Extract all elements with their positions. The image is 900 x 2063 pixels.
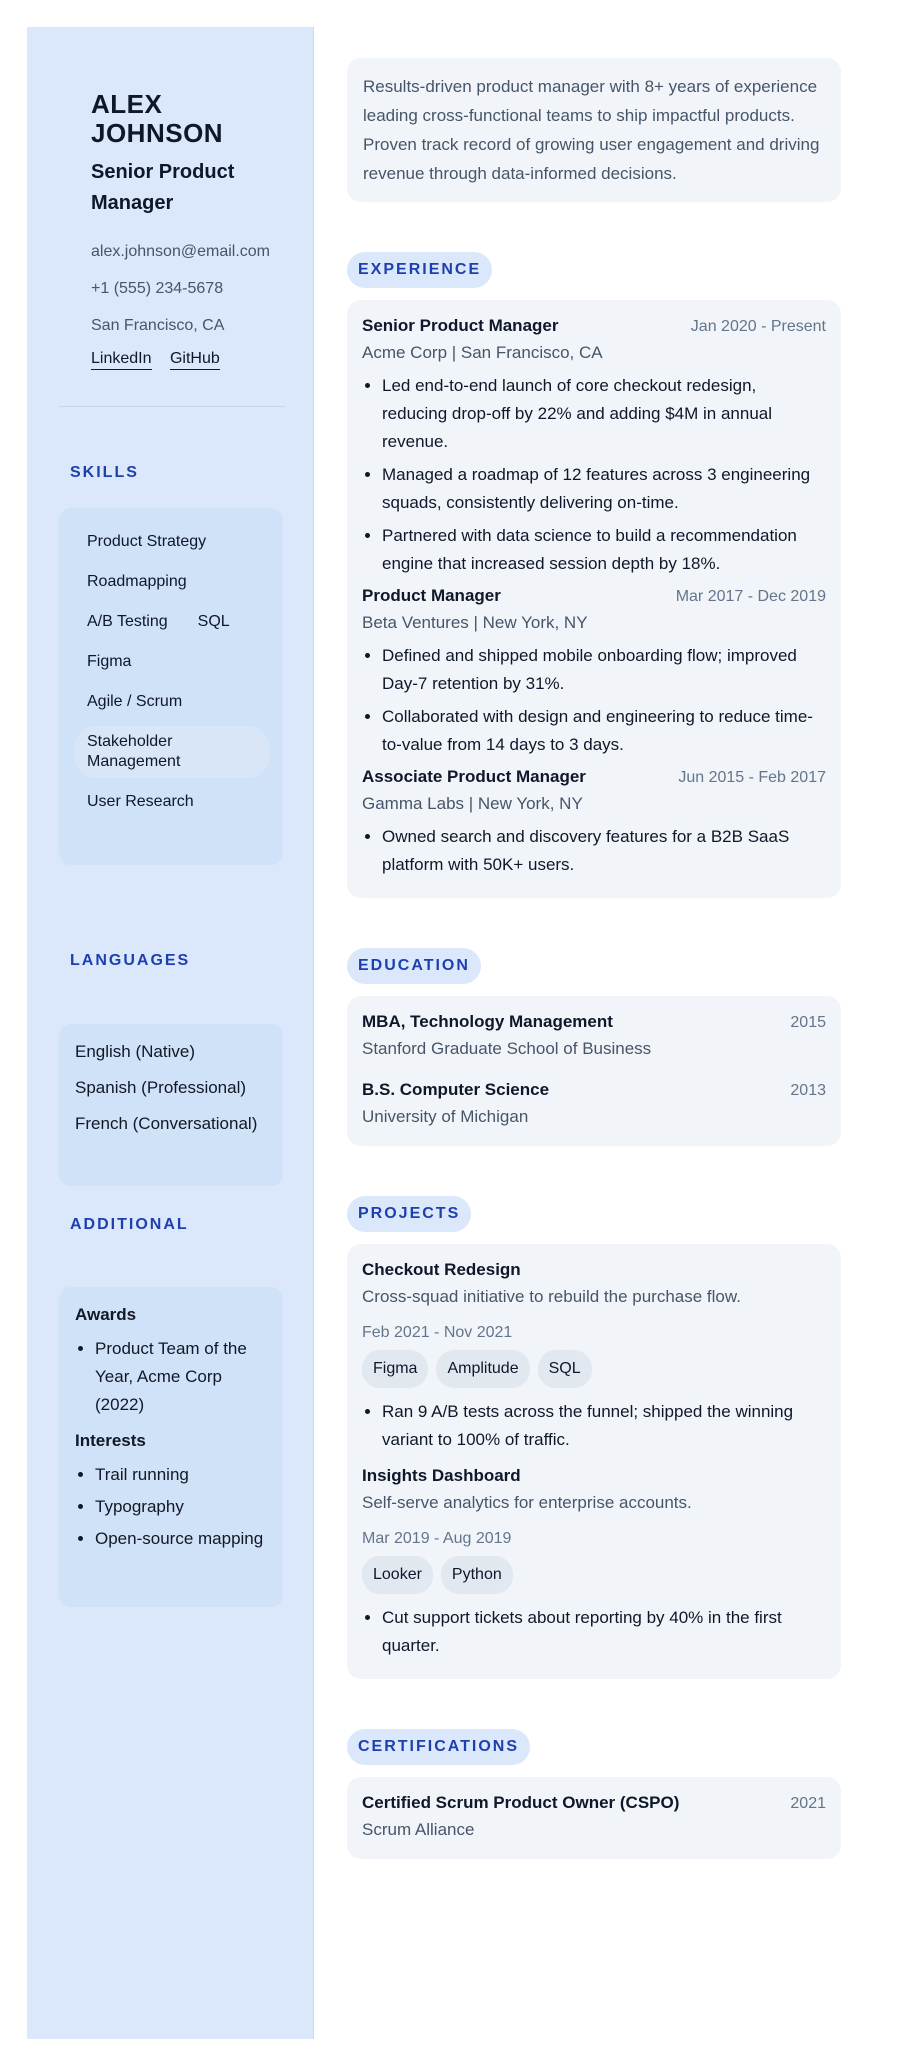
sidebar-divider	[59, 406, 285, 407]
job-bullet: • Collaborated with design and engineering to reduce time-to-value from 14 days to 3 days.	[382, 703, 826, 759]
school: University of Michigan	[362, 1107, 529, 1126]
project-tag: Looker	[362, 1556, 433, 1594]
job-bullets	[362, 642, 826, 759]
education-card	[347, 996, 841, 1146]
skill-chip: User Research	[87, 793, 194, 810]
github-link[interactable]: GitHub	[170, 350, 220, 370]
project-bullet: • Ran 9 A/B tests across the funnel; shipped the winning variant to 100% of traffic.	[382, 1398, 826, 1454]
skill-chip: Product Strategy	[87, 533, 207, 550]
project-tags	[362, 1556, 826, 1594]
skill-chip: Agile / Scrum	[87, 693, 183, 710]
additional-heading: ADDITIONAL	[70, 1216, 189, 1233]
project-description: Self-serve analytics for enterprise accounts.	[362, 1493, 692, 1512]
project-bullet: • Cut support tickets about reporting by 40% in the first quarter.	[382, 1604, 826, 1660]
job-bullet: • Owned search and discovery features for a B2B SaaS platform with 50K+ users.	[382, 823, 826, 879]
sidebar	[27, 27, 314, 2039]
project-bullets	[362, 1398, 826, 1454]
skill-chip: A/B Testing	[87, 613, 168, 630]
projects-card	[347, 1244, 841, 1679]
education-heading: EDUCATION	[347, 948, 481, 984]
project-tag: Figma	[362, 1350, 428, 1388]
job-bullet: • Partnered with data science to build a recommendation engine that increased session depth by 18%.	[382, 522, 826, 578]
project-tag: Python	[441, 1556, 513, 1594]
interest-item: • Typography	[95, 1493, 267, 1521]
job-bullets	[362, 372, 826, 578]
skill-chip: Figma	[87, 653, 132, 670]
certification-year: 2021	[790, 1795, 826, 1812]
skills-heading: SKILLS	[70, 464, 139, 481]
job-company: Acme Corp | San Francisco, CA	[362, 343, 603, 362]
certification-name: Certified Scrum Product Owner (CSPO)	[362, 1793, 680, 1812]
job-company: Gamma Labs | New York, NY	[362, 794, 583, 813]
awards-list	[75, 1335, 267, 1419]
main-column	[347, 58, 841, 1859]
job-dates: Jun 2015 - Feb 2017	[678, 769, 826, 786]
job-bullets	[362, 823, 826, 879]
job-title: Associate Product Manager	[362, 767, 586, 786]
interests-list	[75, 1461, 267, 1553]
project-dates: Mar 2019 - Aug 2019	[362, 1530, 512, 1547]
experience-card	[347, 300, 841, 898]
interests-label: Interests	[75, 1431, 146, 1450]
phone-number: +1 (555) 234-5678	[91, 280, 224, 297]
job-dates: Mar 2017 - Dec 2019	[675, 588, 826, 605]
interest-item: • Trail running	[95, 1461, 267, 1489]
job-title: Product Manager	[362, 586, 501, 605]
degree: B.S. Computer Science	[362, 1080, 550, 1099]
experience-heading: EXPERIENCE	[347, 252, 492, 288]
school: Stanford Graduate School of Business	[362, 1039, 652, 1058]
awards-label: Awards	[75, 1305, 137, 1324]
interest-item: • Open-source mapping	[95, 1525, 267, 1553]
language-item: Spanish (Professional)	[75, 1078, 247, 1097]
job-bullet: • Defined and shipped mobile onboarding flow; improved Day-7 retention by 31%.	[382, 642, 826, 698]
additional-card	[59, 1287, 283, 1607]
languages-heading: LANGUAGES	[70, 952, 191, 969]
project-description: Cross-squad initiative to rebuild the purchase flow.	[362, 1287, 741, 1306]
job-title: Senior Product Manager	[362, 316, 559, 335]
linkedin-link[interactable]: LinkedIn	[91, 350, 152, 370]
graduation-year: 2015	[790, 1014, 826, 1031]
projects-heading: PROJECTS	[347, 1196, 471, 1232]
certifications-heading: CERTIFICATIONS	[347, 1729, 530, 1765]
project-name: Insights Dashboard	[362, 1466, 521, 1485]
skill-chip: Stakeholder Management	[75, 726, 269, 778]
project-name: Checkout Redesign	[362, 1260, 521, 1279]
skills-card	[59, 508, 283, 865]
summary-card: Results-driven product manager with 8+ years of experience leading cross-functional teams to ship impactful products. Proven track record of growing user engagement and driving revenue through data-informed decisions.	[347, 58, 841, 202]
project-tag: Amplitude	[436, 1350, 529, 1388]
language-item: French (Conversational)	[75, 1114, 258, 1133]
degree: MBA, Technology Management	[362, 1012, 613, 1031]
project-dates: Feb 2021 - Nov 2021	[362, 1324, 513, 1341]
skill-chip: SQL	[197, 613, 230, 630]
project-bullets	[362, 1604, 826, 1660]
job-dates: Jan 2020 - Present	[690, 318, 826, 335]
project-tags	[362, 1350, 826, 1388]
candidate-title: Senior Product Manager	[91, 161, 235, 214]
certifications-card	[347, 1777, 841, 1859]
location: San Francisco, CA	[91, 317, 225, 334]
award-item: • Product Team of the Year, Acme Corp (2022)	[95, 1335, 267, 1419]
email-link[interactable]: alex.johnson@email.com	[91, 243, 270, 260]
job-company: Beta Ventures | New York, NY	[362, 613, 588, 632]
skill-chip: Roadmapping	[87, 573, 187, 590]
project-tag: SQL	[538, 1350, 592, 1388]
language-item: English (Native)	[75, 1042, 195, 1061]
job-bullet: • Led end-to-end launch of core checkout redesign, reducing drop-off by 22% and adding $4M in annual revenue.	[382, 372, 826, 456]
candidate-name: ALEX JOHNSON	[91, 89, 224, 148]
profile-links	[91, 350, 234, 368]
languages-card	[59, 1024, 283, 1186]
graduation-year: 2013	[790, 1082, 826, 1099]
job-bullet: • Managed a roadmap of 12 features across 3 engineering squads, consistently delivering on-time.	[382, 461, 826, 517]
certification-issuer: Scrum Alliance	[362, 1820, 475, 1839]
